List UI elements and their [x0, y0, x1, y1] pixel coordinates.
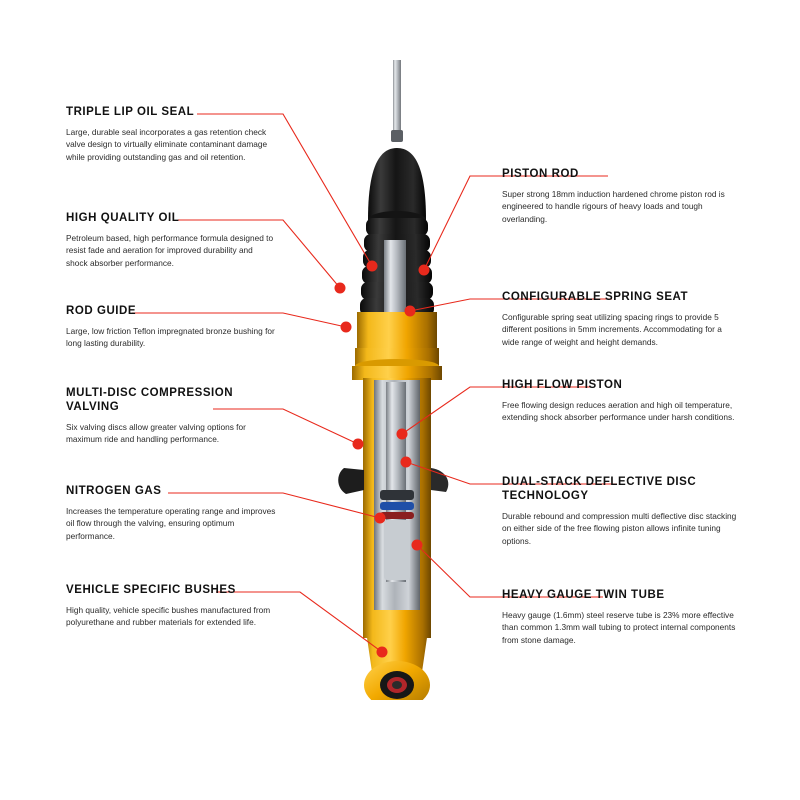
callout-title: NITROGEN GAS: [66, 485, 162, 497]
callout-title: HEAVY GAUGE TWIN TUBE: [502, 589, 665, 601]
callout-title: VEHICLE SPECIFIC BUSHES: [66, 584, 236, 596]
callout-title: TRIPLE LIP OIL SEAL: [66, 106, 195, 118]
callout-dual-stack-deflective-disc-technology: [502, 475, 740, 547]
callout-rod-guide: [66, 304, 276, 350]
callout-body: Petroleum based, high performance formula designed to resist fade and aeration for improved durability and shock absorber performance.: [66, 233, 274, 268]
callout-body: Six valving discs allow greater valving options for maximum ride and handling performance.: [66, 422, 246, 445]
callout-title: PISTON ROD: [502, 168, 579, 180]
callout-body: Large, low friction Teflon impregnated bronze bushing for long lasting durability.: [66, 326, 275, 349]
callout-body: Durable rebound and compression multi deflective disc stacking on either side of the free flowing piston allows infinite tuning options.: [502, 511, 737, 546]
callout-title: ROD GUIDE: [66, 305, 137, 317]
callout-high-quality-oil: [66, 211, 276, 269]
shock-absorber-illustration: [300, 50, 500, 700]
callout-body: High quality, vehicle specific bushes manufactured from polyurethane and rubber materials for extended life.: [66, 605, 271, 628]
callout-title: CONFIGURABLE SPRING SEAT: [502, 291, 689, 303]
callout-title: MULTI-DISC COMPRESSION VALVING: [66, 387, 234, 413]
callout-high-flow-piston: [502, 378, 740, 424]
callout-body: Heavy gauge (1.6mm) steel reserve tube is 23% more effective than common 1.3mm wall tubing to protect internal components from stone damage.: [502, 610, 736, 645]
callout-body: Large, durable seal incorporates a gas retention check valve design to virtually eliminate contaminant damage while providing outstanding gas and oil retention.: [66, 127, 268, 162]
callout-multi-disc-compression-valving: [66, 386, 276, 446]
callout-vehicle-specific-bushes: [66, 583, 276, 629]
callout-piston-rod: [502, 167, 740, 225]
callout-configurable-spring-seat: [502, 290, 740, 348]
callout-body: Super strong 18mm induction hardened chrome piston rod is engineered to handle rigours of heavy loads and tough overlanding.: [502, 189, 725, 224]
callout-heavy-gauge-twin-tube: [502, 588, 740, 646]
callout-body: Configurable spring seat utilizing spacing rings to provide 5 different positions in 5mm increments. Accommodating for a wide range of weight and height demands.: [502, 312, 722, 347]
callout-title: HIGH FLOW PISTON: [502, 379, 623, 391]
callout-nitrogen-gas: [66, 484, 276, 542]
callout-title: DUAL-STACK DEFLECTIVE DISC TECHNOLOGY: [502, 476, 697, 502]
callout-body: Free flowing design reduces aeration and high oil temperature, extending shock absorber performance under harsh conditions.: [502, 400, 735, 423]
callout-title: HIGH QUALITY OIL: [66, 212, 180, 224]
callout-triple-lip-oil-seal: [66, 105, 276, 163]
callout-body: Increases the temperature operating range and improves oil flow through the valving, ensuring optimum performance.: [66, 506, 276, 541]
